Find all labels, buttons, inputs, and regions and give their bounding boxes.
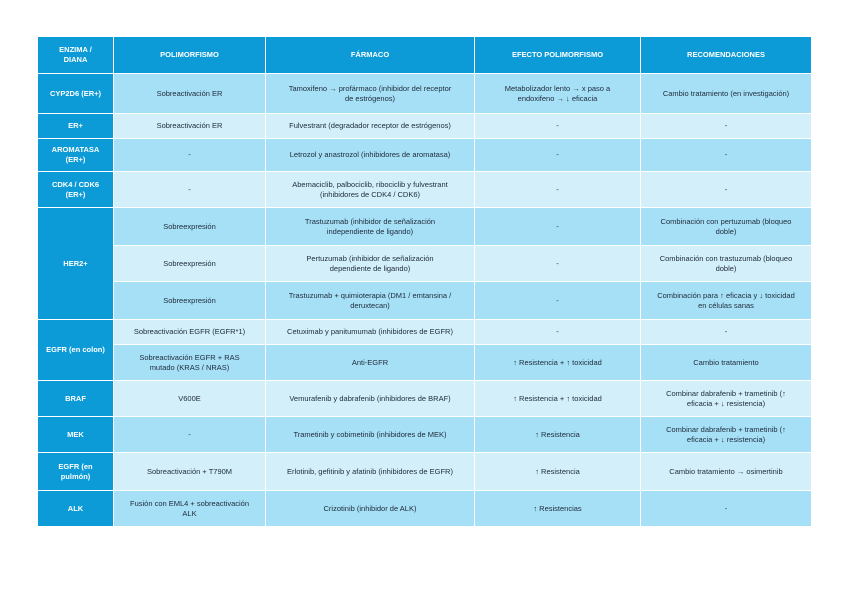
farmaco-cell: Letrozol y anastrozol (inhibidores de aromatasa) bbox=[266, 139, 475, 172]
table-row bbox=[38, 320, 812, 345]
recomendaciones-cell: Cambio tratamiento bbox=[641, 345, 812, 381]
polimorfismo-cell: - bbox=[114, 139, 266, 172]
farmaco-cell: Trastuzumab (inhibidor de señalización independiente de ligando) bbox=[266, 208, 475, 246]
table-row bbox=[38, 417, 812, 453]
polimorfismo-cell: - bbox=[114, 417, 266, 453]
polimorfismo-cell: Fusión con EML4 + sobreactivación ALK bbox=[114, 491, 266, 527]
polimorfismo-cell: Sobreexpresión bbox=[114, 208, 266, 246]
table-row bbox=[38, 114, 812, 139]
header-enzima: ENZIMA / DIANA bbox=[38, 37, 114, 74]
table-row bbox=[38, 282, 812, 320]
recomendaciones-cell: Combinación con pertuzumab (bloqueo doble) bbox=[641, 208, 812, 246]
table-row bbox=[38, 345, 812, 381]
enzima-cell: CDK4 / CDK6 (ER+) bbox=[38, 172, 114, 208]
pharmacogenomics-table bbox=[37, 36, 812, 527]
enzima-cell: CYP2D6 (ER+) bbox=[38, 74, 114, 114]
efecto-cell: ↑ Resistencia + ↑ toxicidad bbox=[475, 345, 641, 381]
farmaco-cell: Tamoxifeno → profármaco (inhibidor del receptor de estrógenos) bbox=[266, 74, 475, 114]
enzima-cell: ALK bbox=[38, 491, 114, 527]
recomendaciones-cell: Combinar dabrafenib + trametinib (↑ eficacia + ↓ resistencia) bbox=[641, 417, 812, 453]
farmaco-cell: Pertuzumab (inhibidor de señalización dependiente de ligando) bbox=[266, 246, 475, 282]
efecto-cell: - bbox=[475, 172, 641, 208]
farmaco-cell: Abemaciclib, palbociclib, ribociclib y fulvestrant (inhibidores de CDK4 / CDK6) bbox=[266, 172, 475, 208]
header-polimorfismo: POLIMORFISMO bbox=[114, 37, 266, 74]
recomendaciones-cell: - bbox=[641, 491, 812, 527]
recomendaciones-cell: Cambio tratamiento (en investigación) bbox=[641, 74, 812, 114]
table-row bbox=[38, 208, 812, 246]
efecto-cell: ↑ Resistencia bbox=[475, 417, 641, 453]
recomendaciones-cell: - bbox=[641, 320, 812, 345]
farmaco-cell: Crizotinib (inhibidor de ALK) bbox=[266, 491, 475, 527]
farmaco-cell: Vemurafenib y dabrafenib (inhibidores de BRAF) bbox=[266, 381, 475, 417]
enzima-cell: MEK bbox=[38, 417, 114, 453]
efecto-cell: - bbox=[475, 114, 641, 139]
polimorfismo-cell: Sobreactivación ER bbox=[114, 114, 266, 139]
farmaco-cell: Trametinib y cobimetinib (inhibidores de MEK) bbox=[266, 417, 475, 453]
farmaco-cell: Erlotinib, gefitinib y afatinib (inhibidores de EGFR) bbox=[266, 453, 475, 491]
enzima-cell: EGFR (en pulmón) bbox=[38, 453, 114, 491]
enzima-cell: HER2+ bbox=[38, 208, 114, 320]
table-row bbox=[38, 139, 812, 172]
enzima-cell: BRAF bbox=[38, 381, 114, 417]
table-row bbox=[38, 381, 812, 417]
farmaco-cell: Trastuzumab + quimioterapia (DM1 / emtansina / deruxtecan) bbox=[266, 282, 475, 320]
polimorfismo-cell: Sobreactivación + T790M bbox=[114, 453, 266, 491]
efecto-cell: - bbox=[475, 139, 641, 172]
polimorfismo-cell: Sobreexpresión bbox=[114, 246, 266, 282]
header-row bbox=[38, 37, 812, 74]
header-efecto: EFECTO POLIMORFISMO bbox=[475, 37, 641, 74]
table-row bbox=[38, 491, 812, 527]
recomendaciones-cell: Combinación para ↑ eficacia y ↓ toxicidad en células sanas bbox=[641, 282, 812, 320]
enzima-cell: AROMATASA (ER+) bbox=[38, 139, 114, 172]
efecto-cell: ↑ Resistencias bbox=[475, 491, 641, 527]
recomendaciones-cell: Combinar dabrafenib + trametinib (↑ eficacia + ↓ resistencia) bbox=[641, 381, 812, 417]
header-farmaco: FÁRMACO bbox=[266, 37, 475, 74]
efecto-cell: ↑ Resistencia bbox=[475, 453, 641, 491]
recomendaciones-cell: Combinación con trastuzumab (bloqueo doble) bbox=[641, 246, 812, 282]
table-row bbox=[38, 453, 812, 491]
table-row bbox=[38, 172, 812, 208]
efecto-cell: - bbox=[475, 320, 641, 345]
polimorfismo-cell: Sobreactivación ER bbox=[114, 74, 266, 114]
farmaco-cell: Fulvestrant (degradador receptor de estrógenos) bbox=[266, 114, 475, 139]
polimorfismo-cell: Sobreexpresión bbox=[114, 282, 266, 320]
recomendaciones-cell: - bbox=[641, 172, 812, 208]
recomendaciones-cell: - bbox=[641, 114, 812, 139]
enzima-cell: EGFR (en colon) bbox=[38, 320, 114, 381]
farmaco-cell: Cetuximab y panitumumab (inhibidores de EGFR) bbox=[266, 320, 475, 345]
header-recomendaciones: RECOMENDACIONES bbox=[641, 37, 812, 74]
recomendaciones-cell: - bbox=[641, 139, 812, 172]
efecto-cell: - bbox=[475, 282, 641, 320]
farmaco-cell: Anti-EGFR bbox=[266, 345, 475, 381]
enzima-cell: ER+ bbox=[38, 114, 114, 139]
efecto-cell: ↑ Resistencia + ↑ toxicidad bbox=[475, 381, 641, 417]
polimorfismo-cell: - bbox=[114, 172, 266, 208]
table-row bbox=[38, 246, 812, 282]
polimorfismo-cell: Sobreactivación EGFR + RAS mutado (KRAS / NRAS) bbox=[114, 345, 266, 381]
efecto-cell: - bbox=[475, 246, 641, 282]
efecto-cell: Metabolizador lento → x paso a endoxifeno → ↓ eficacia bbox=[475, 74, 641, 114]
recomendaciones-cell: Cambio tratamiento → osimertinib bbox=[641, 453, 812, 491]
polimorfismo-cell: V600E bbox=[114, 381, 266, 417]
efecto-cell: - bbox=[475, 208, 641, 246]
polimorfismo-cell: Sobreactivación EGFR (EGFR*1) bbox=[114, 320, 266, 345]
table-row bbox=[38, 74, 812, 114]
